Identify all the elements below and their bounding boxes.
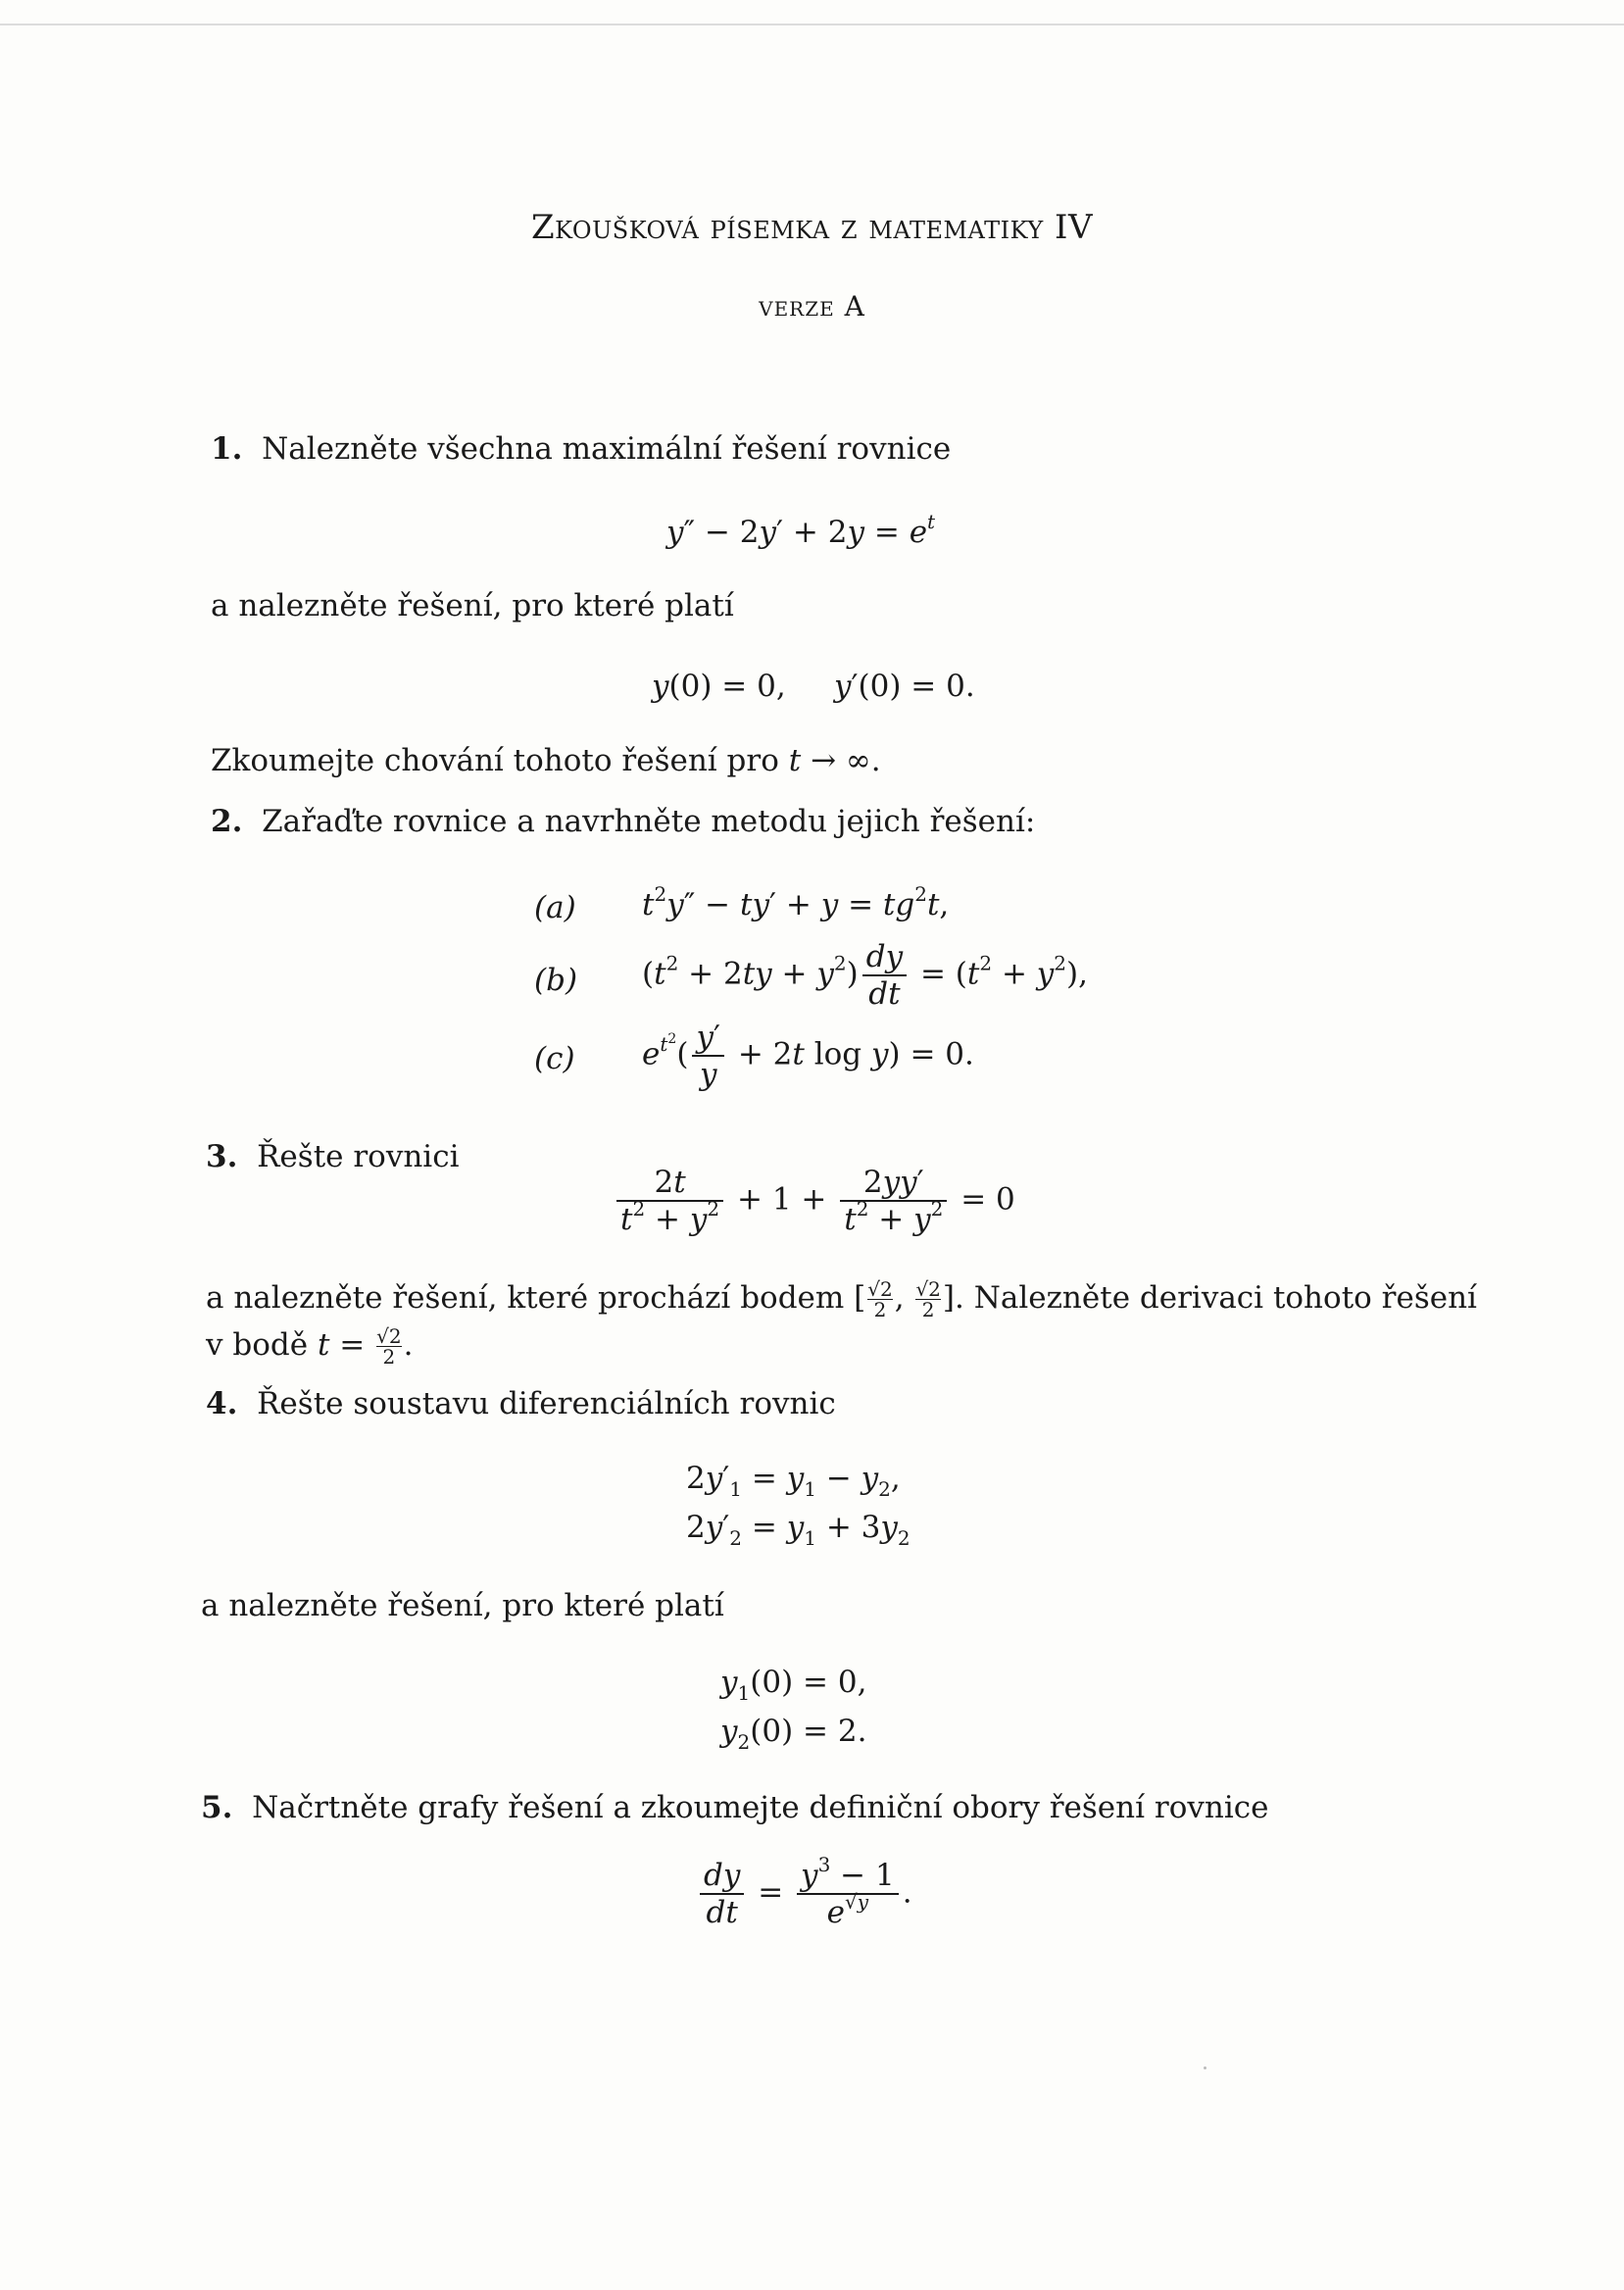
problem-3-number: 3. [206,1139,238,1174]
scan-edge-line [0,24,1624,25]
problem-1-text-3: Zkoumejte chování tohoto řešení pro t → ∞. [211,743,881,778]
problem-4-text: Řešte soustavu diferenciálních rovnic [257,1386,836,1421]
problem-5-statement [201,1790,1268,1825]
problem-4-statement [206,1386,836,1421]
problem-1-text-2: a nalezněte řešení, pro které platí [211,588,734,623]
problem-2-equation-a: $t^2y'' - ty' + y = tg^2t$, [642,882,950,922]
problem-2-number: 2. [211,804,243,839]
scan-speck [1204,2066,1206,2069]
page-title [0,208,1624,247]
title-initial: Z [530,208,556,247]
problem-1-number: 1. [211,431,243,467]
problem-1-statement [211,431,951,467]
problem-3-text-2: a nalezněte řešení, které prochází bodem [ $\frac{√2}{2}$ , $\frac{√2}{2}$ ]. Nalezněte derivaci tohoto řešení [206,1277,1477,1321]
problem-5-number: 5. [201,1790,233,1825]
problem-1-initial-conditions: y(0) = 0, y′(0) = 0. [652,669,975,704]
problem-2-label-c: (c) [534,1041,575,1076]
problem-3-equation: $\frac{2t}{t^2 + y^2}$ + 1 + $\frac{2yy'}{t^2 + y^2}$ = 0 [613,1165,1015,1237]
problem-4-equation-2: $2y'_2 = y_1 + 3y_2$ [686,1510,910,1550]
problem-3-text-2-words: a nalezněte řešení, které prochází bodem [206,1280,845,1316]
problem-3-text-2-tail: . Nalezněte derivaci tohoto řešení [955,1280,1477,1316]
problem-5-equation: $\frac{dy}{dt}$ = $\frac{y^3 - 1}{e^{√y}}$ . [696,1858,912,1930]
problem-2-equation-c: $e^{t^2}$( $\frac{y'}{y}$ + 2t log y) = 0. [642,1020,974,1092]
problem-1-equation: $y'' - 2y' + 2y = e^t$ [666,510,936,550]
problem-3-text-3-words: v bodě [206,1327,309,1363]
problem-4-condition-2: $y_2(0) = 2$. [720,1714,867,1754]
problem-3-statement [206,1139,460,1174]
problem-5-text: Načrtněte grafy řešení a zkoumejte definiční obory řešení rovnice [252,1790,1269,1825]
title-roman-numeral: IV [1055,208,1093,247]
problem-4-number: 4. [206,1386,238,1421]
problem-2-label-b: (b) [534,963,578,998]
title-smallcaps: koušková písemka z matematiky [555,208,1044,247]
problem-2-equation-b: $(t^2 + 2ty + y^2)$ $\frac{dy}{dt}$ = $(t^2 + y^2)$, [642,939,1088,1012]
problem-3-text-3: v bodě t = $\frac{√2}{2}$ . [206,1324,414,1369]
problem-4-condition-1: $y_1(0) = 0$, [720,1665,867,1705]
problem-2-text: Zařaďte rovnice a navrhněte metodu jejich řešení: [262,804,1036,839]
problem-1-text: Nalezněte všechna maximální řešení rovnice [262,431,952,467]
page-subtitle: verze A [759,290,865,323]
problem-3-text: Řešte rovnici [257,1139,460,1174]
problem-4-text-2: a nalezněte řešení, pro které platí [201,1588,724,1623]
problem-2-statement [211,804,1035,839]
problem-1-text-3-words: Zkoumejte chování tohoto řešení pro [211,743,779,778]
problem-4-equation-1: $2y'_1 = y_1 - y_2$, [686,1461,901,1501]
problem-2-label-a: (a) [534,890,576,925]
